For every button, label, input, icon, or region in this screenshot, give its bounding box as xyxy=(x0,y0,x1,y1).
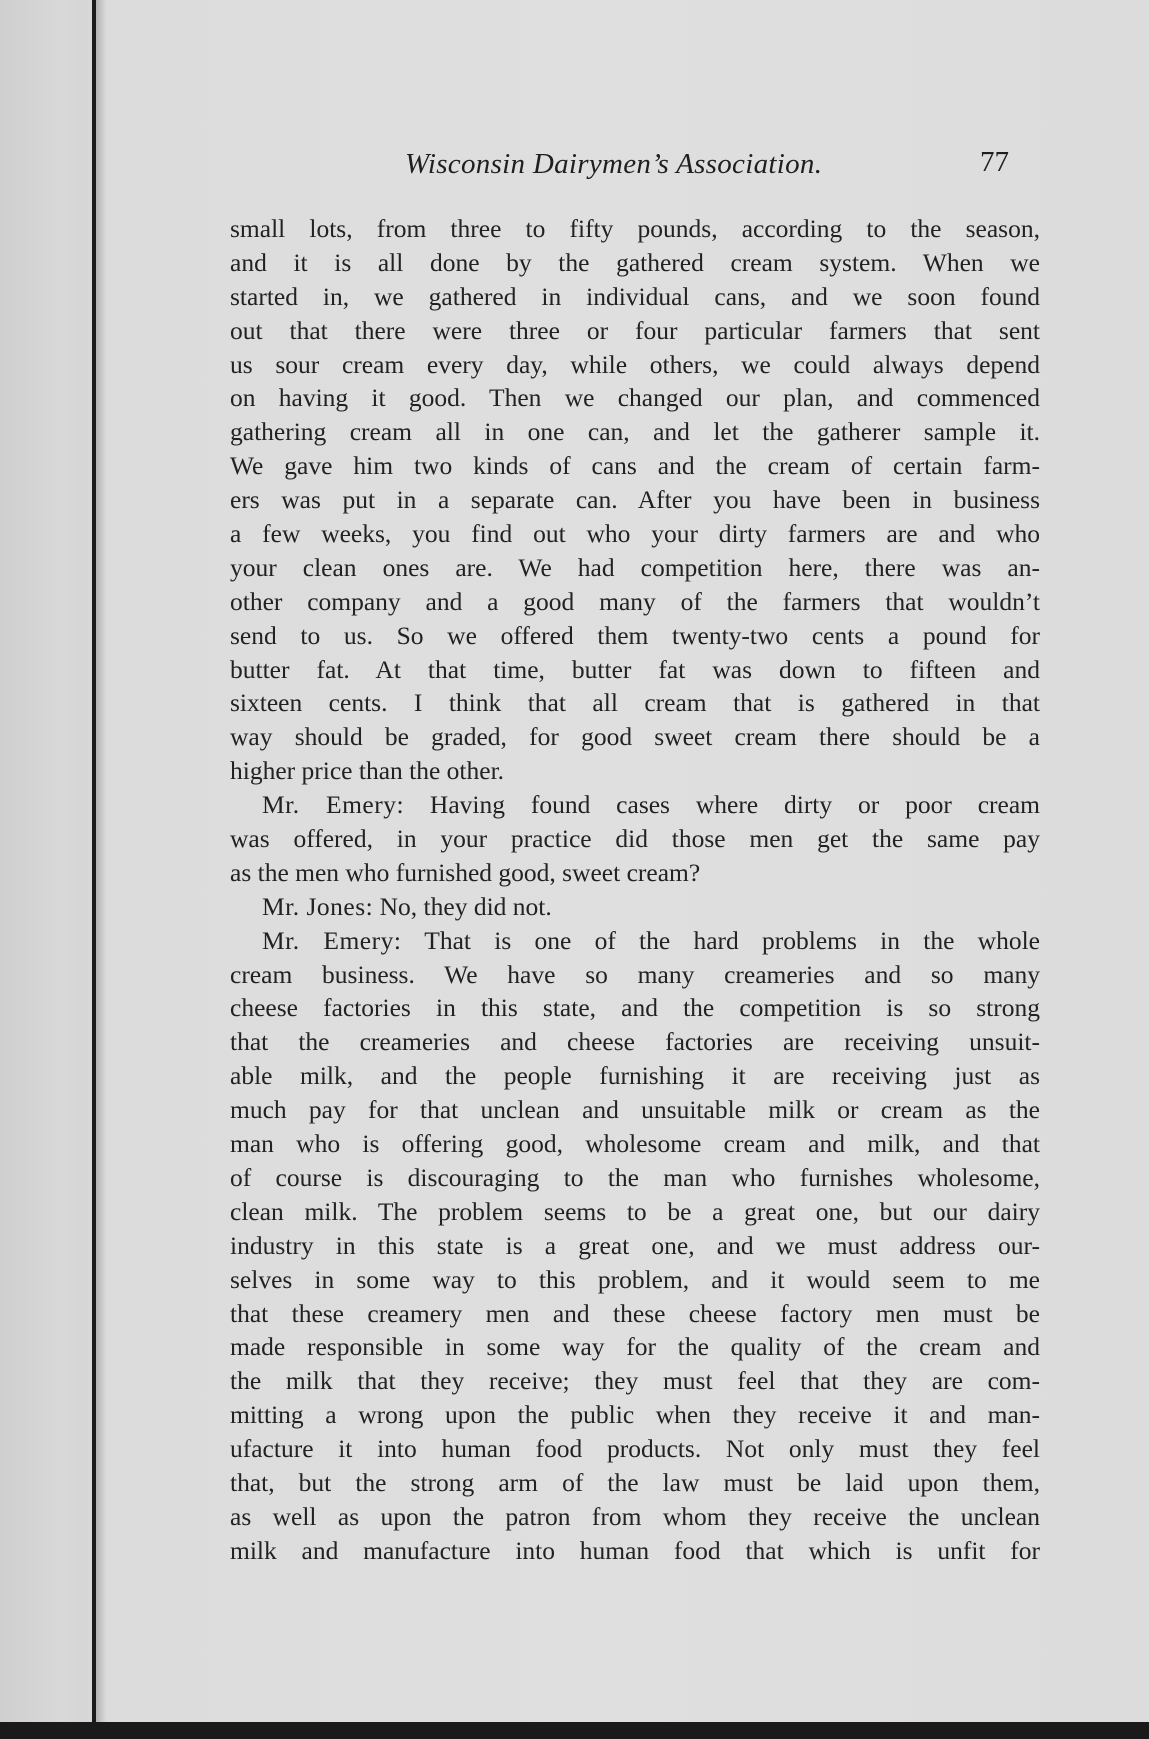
text-line: higher price than the other. xyxy=(230,756,505,786)
text-line: other company and a good many of the farmers that wouldn’t xyxy=(230,586,1040,616)
text-line: that the creameries and cheese factories are receiving unsuit- xyxy=(230,1027,1040,1057)
speaker-label: Mr. Jones: xyxy=(262,891,374,921)
text-line: out that there were three or four particular farmers that sent xyxy=(230,315,1040,345)
text-line: cream business. We have so many creameries and so many xyxy=(230,959,1040,989)
line-text: No, they did not. xyxy=(379,891,552,921)
page-number: 77 xyxy=(980,146,1009,178)
text-line: clean milk. The problem seems to be a great one, but our dairy xyxy=(230,1196,1040,1226)
text-line: mitting a wrong upon the public when they receive it and man- xyxy=(230,1400,1040,1430)
running-title: Wisconsin Dairymen’s Association. xyxy=(405,148,823,180)
line-text: Having found cases where dirty or poor cream xyxy=(429,790,1040,820)
text-line: We gave him two kinds of cans and the cream of certain farm- xyxy=(230,451,1040,481)
text-line xyxy=(230,924,1040,958)
text-line: as the men who furnished good, sweet cream? xyxy=(230,857,701,887)
text-line: your clean ones are. We had competition here, there was an- xyxy=(230,552,1040,582)
line-text: That is one of the hard problems in the whole xyxy=(424,925,1040,955)
text-line: that, but the strong arm of the law must be laid upon them, xyxy=(230,1467,1040,1497)
text-line: much pay for that unclean and unsuitable milk or cream as the xyxy=(230,1095,1040,1125)
text-line: us sour cream every day, while others, we could always depend xyxy=(230,349,1040,379)
text-line: small lots, from three to fifty pounds, according to the season, xyxy=(230,214,1040,243)
text-line: industry in this state is a great one, and we must address our- xyxy=(230,1230,1040,1260)
text-line: a few weeks, you find out who your dirty farmers are and who xyxy=(230,519,1040,549)
text-line xyxy=(230,890,1040,924)
page-header xyxy=(230,148,1040,188)
text-line: of course is discouraging to the man who furnishes wholesome, xyxy=(230,1162,1040,1192)
text-line: was offered, in your practice did those men get the same pay xyxy=(230,824,1040,854)
text-line: sixteen cents. I think that all cream that is gathered in that xyxy=(230,688,1040,718)
text-line xyxy=(230,788,1040,822)
text-line: man who is offering good, wholesome cream and milk, and that xyxy=(230,1129,1040,1159)
text-line: made responsible in some way for the quality of the cream and xyxy=(230,1332,1040,1362)
text-line: selves in some way to this problem, and it would seem to me xyxy=(230,1264,1040,1294)
text-line: that these creamery men and these cheese factory men must be xyxy=(230,1298,1040,1328)
speaker-label: Mr. Emery: xyxy=(262,925,402,955)
binding-shadow xyxy=(96,0,106,1739)
text-line: able milk, and the people furnishing it are receiving just as xyxy=(230,1061,1040,1091)
text-line: way should be graded, for good sweet cream there should be a xyxy=(230,722,1040,752)
text-line: cheese factories in this state, and the competition is so strong xyxy=(230,993,1040,1023)
scan-bottom-edge xyxy=(0,1722,1149,1739)
text-line: on having it good. Then we changed our plan, and commenced xyxy=(230,383,1040,413)
text-line: ers was put in a separate can. After you have been in business xyxy=(230,485,1040,515)
text-line: ufacture it into human food products. Not only must they feel xyxy=(230,1434,1040,1464)
text-line: milk and manufacture into human food that which is unfit for xyxy=(230,1535,1040,1565)
text-line: gathering cream all in one can, and let the gatherer sample it. xyxy=(230,417,1040,447)
text-line: send to us. So we offered them twenty-two cents a pound for xyxy=(230,620,1040,650)
text-line: as well as upon the patron from whom they receive the unclean xyxy=(230,1501,1040,1531)
text-line: the milk that they receive; they must feel that they are com- xyxy=(230,1366,1040,1396)
body-text xyxy=(230,212,1040,1568)
speaker-label: Mr. Emery: xyxy=(262,790,405,820)
text-line: and it is all done by the gathered cream system. When we xyxy=(230,247,1040,277)
text-line: butter fat. At that time, butter fat was down to fifteen and xyxy=(230,654,1040,684)
text-line: started in, we gathered in individual cans, and we soon found xyxy=(230,281,1040,311)
